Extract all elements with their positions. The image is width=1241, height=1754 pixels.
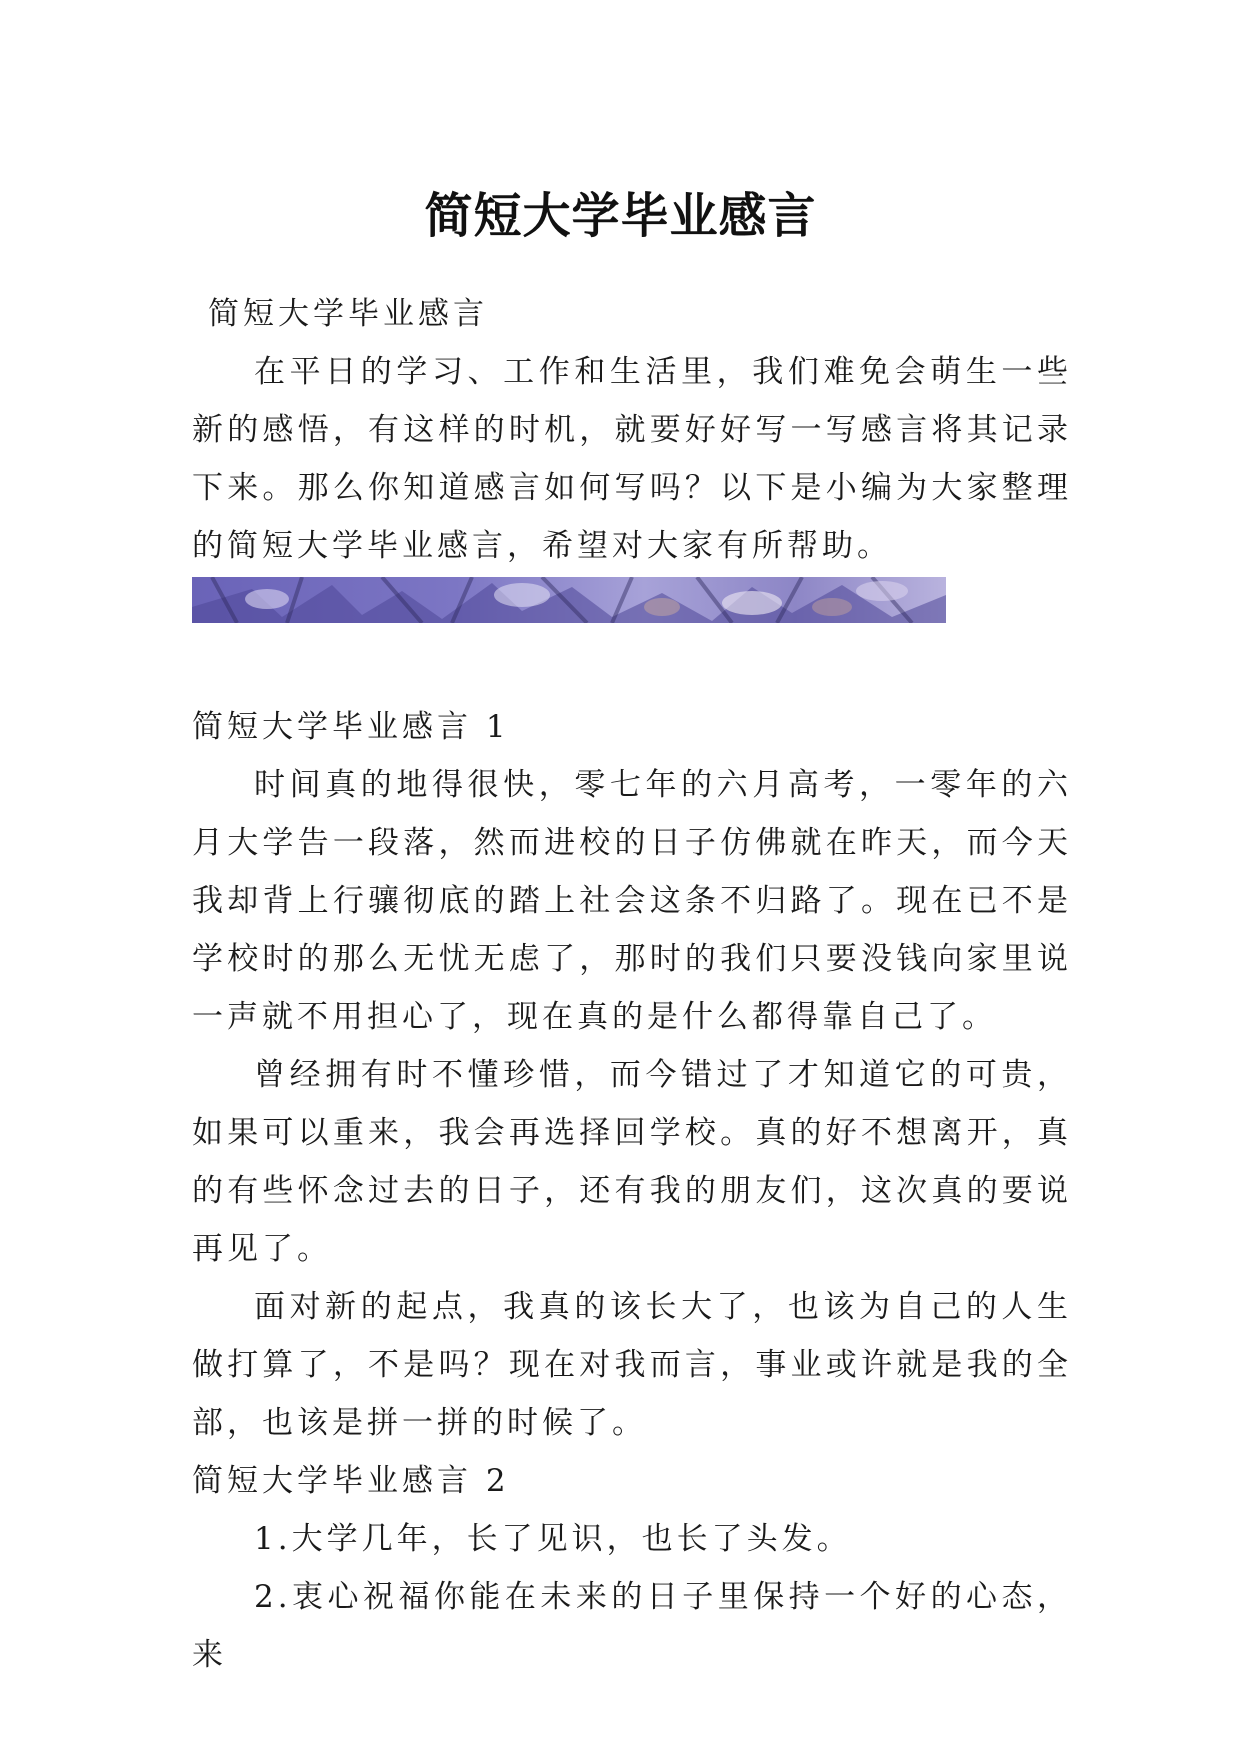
section-2-item: 2.衷心祝福你能在未来的日子里保持一个好的心态，来	[192, 1579, 1072, 1673]
section-1-heading: 简短大学毕业感言 1	[192, 709, 510, 745]
section-1-paragraph: 时间真的地得很快，零七年的六月高考，一零年的六月大学告一段落，然而进校的日子仿佛就在昨天，而今天我却背上行骧彻底的踏上社会这条不归路了。现在已不是学校时的那么无忧无虑了，那时的我们只要没钱向家里说一声就不用担心了，现在真的是什么都得靠自己了。	[192, 767, 1072, 1035]
section-1-paragraph: 曾经拥有时不懂珍惜，而今错过了才知道它的可贵，如果可以重来，我会再选择回学校。真的好不想离开，真的有些怀念过去的日子，还有我的朋友们，这次真的要说再见了。	[192, 1057, 1072, 1267]
section-2-item: 1.大学几年，长了见识，也长了头发。	[254, 1521, 852, 1557]
document-title: 简短大学毕业感言	[424, 188, 817, 245]
section-2-heading: 简短大学毕业感言 2	[192, 1463, 510, 1499]
document-body	[192, 285, 1072, 1684]
document-subtitle: 简短大学毕业感言	[208, 296, 488, 332]
section-1-paragraph: 面对新的起点，我真的该长大了，也该为自己的人生做打算了，不是吗？现在对我而言，事业或许就是我的全部，也该是拼一拼的时候了。	[192, 1289, 1072, 1441]
intro-paragraph: 在平日的学习、工作和生活里，我们难免会萌生一些新的感悟，有这样的时机，就要好好写一写感言将其记录下来。那么你知道感言如何写吗？以下是小编为大家整理的简短大学毕业感言，希望对大家有所帮助。	[192, 354, 1072, 564]
banner-image	[192, 577, 946, 623]
